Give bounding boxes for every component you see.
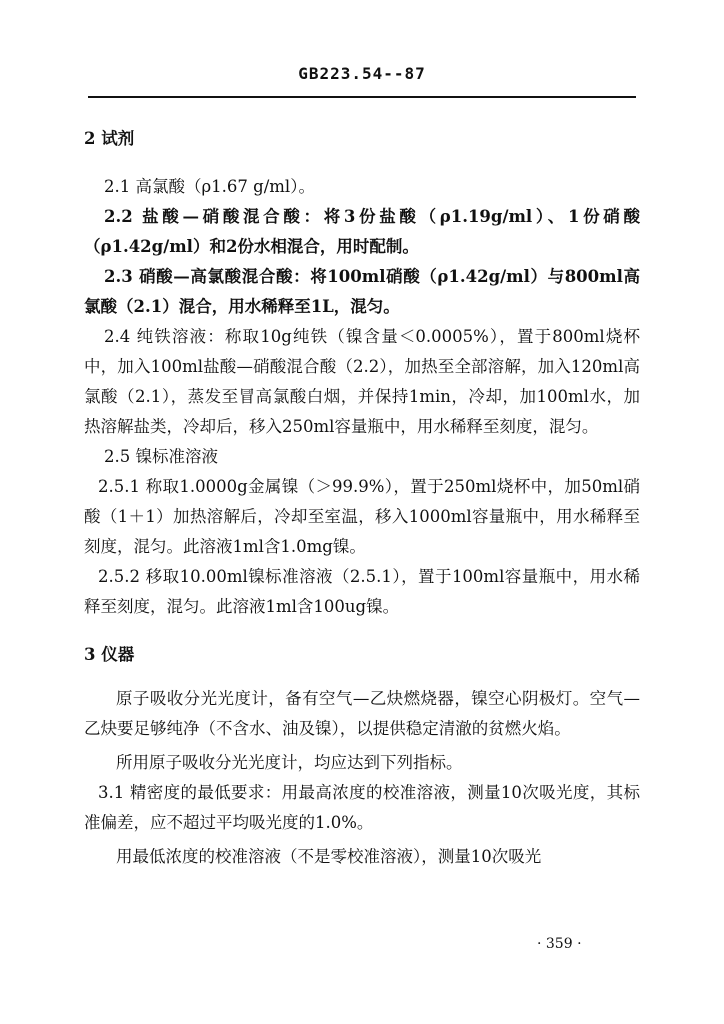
section-2-title: 2 试剂 bbox=[84, 129, 135, 148]
para-2-5-1: 2.5.1 称取1.0000g金属镍（＞99.9%），置于250ml烧杯中，加50ml硝酸（1＋1）加热溶解后，冷却至室温，移入1000ml容量瓶中，用水稀释至刻度，混匀。此溶液1ml含1.0mg镍。 bbox=[84, 477, 640, 556]
para-2-4: 2.4 纯铁溶液：称取10g纯铁（镍含量＜0.0005%），置于800ml烧杯中，加入100ml盐酸—硝酸混合酸（2.2），加热至全部溶解，加入120ml高氯酸（2.1），蒸发至冒高氯酸白烟，并保持1min，冷却，加100ml水，加热溶解盐类，冷却后，移入250ml容量瓶中，用水稀释至刻度，混匀。 bbox=[84, 327, 640, 436]
para-2-5-2: 2.5.2 移取10.00ml镍标准溶液（2.5.1），置于100ml容量瓶中，用水稀释至刻度，混匀。此溶液1ml含100ug镍。 bbox=[84, 567, 640, 616]
para-2-3: 2.3 硝酸—高氯酸混合酸：将100ml硝酸（ρ1.42g/ml）与800ml高氯酸（2.1）混合，用水稀释至1L，混匀。 bbox=[84, 267, 640, 316]
para-2-1: 2.1 高氯酸（ρ1.67 g/ml）。 bbox=[104, 177, 315, 196]
para-2-2: 2.2 盐酸—硝酸混合酸：将3份盐酸（ρ1.19g/ml）、1份硝酸（ρ1.42g/ml）和2份水相混合，用时配制。 bbox=[84, 207, 640, 256]
para-3-requirement: 所用原子吸收分光光度计，均应达到下列指标。 bbox=[116, 753, 463, 772]
para-3-intro: 原子吸收分光光度计，备有空气—乙炔燃烧器，镍空心阴极灯。空气—乙炔要足够纯净（不含水、油及镍），以提供稳定清澈的贫燃火焰。 bbox=[84, 689, 640, 738]
header-rule bbox=[88, 96, 636, 98]
section-3-title: 3 仪器 bbox=[84, 645, 135, 664]
para-3-lowest: 用最低浓度的校准溶液（不是零校准溶液），测量10次吸光 bbox=[116, 847, 542, 866]
para-3-1: 3.1 精密度的最低要求：用最高浓度的校准溶液，测量10次吸光度，其标准偏差，应不超过平均吸光度的1.0%。 bbox=[84, 783, 640, 832]
page-number: · 359 · bbox=[537, 936, 582, 952]
standard-code-header: GB223.54--87 bbox=[298, 64, 426, 83]
para-2-5: 2.5 镍标准溶液 bbox=[104, 447, 218, 466]
page-body bbox=[84, 124, 640, 872]
